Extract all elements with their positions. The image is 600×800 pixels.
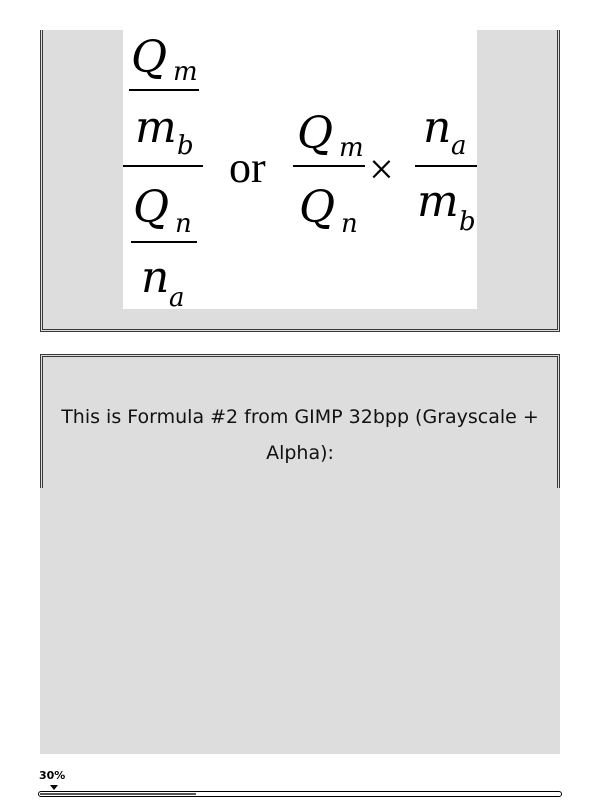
- symbol-Q: Q: [133, 182, 170, 233]
- zoom-progress-fill: [40, 793, 196, 795]
- subscript-b: b: [459, 207, 476, 237]
- image-placeholder-area: [40, 488, 560, 754]
- subscript-m: m: [339, 133, 364, 163]
- formula-panel: [40, 30, 560, 332]
- ratio-fraction: [293, 108, 365, 239]
- subscript-n: n: [175, 209, 192, 239]
- symbol-m: m: [417, 176, 459, 227]
- symbol-Q: Q: [299, 182, 336, 233]
- left-complex-fraction: [123, 32, 203, 309]
- subscript-m: m: [173, 57, 198, 87]
- zoom-marker-icon: [50, 785, 58, 790]
- symbol-Q: Q: [131, 32, 168, 83]
- symbol-n: n: [423, 102, 452, 153]
- symbol-m: m: [135, 102, 177, 153]
- symbol-Q: Q: [297, 108, 334, 159]
- subscript-b: b: [177, 131, 194, 161]
- count-fraction: [415, 102, 477, 237]
- caption-text: This is Formula #2 from GIMP 32bpp (Grayscale + Alpha):: [61, 406, 539, 464]
- zoom-label: 30%: [39, 769, 66, 782]
- multiply-operator: ×: [369, 145, 394, 194]
- connector-word: or: [229, 143, 266, 192]
- zoom-progress-bar[interactable]: [38, 791, 562, 797]
- subscript-a: a: [451, 131, 467, 161]
- subscript-a: a: [169, 283, 185, 309]
- subscript-n: n: [341, 209, 358, 239]
- caption-panel: [40, 354, 560, 488]
- symbol-n: n: [141, 252, 170, 303]
- formula-svg: [123, 30, 477, 309]
- formula-image: [123, 30, 477, 309]
